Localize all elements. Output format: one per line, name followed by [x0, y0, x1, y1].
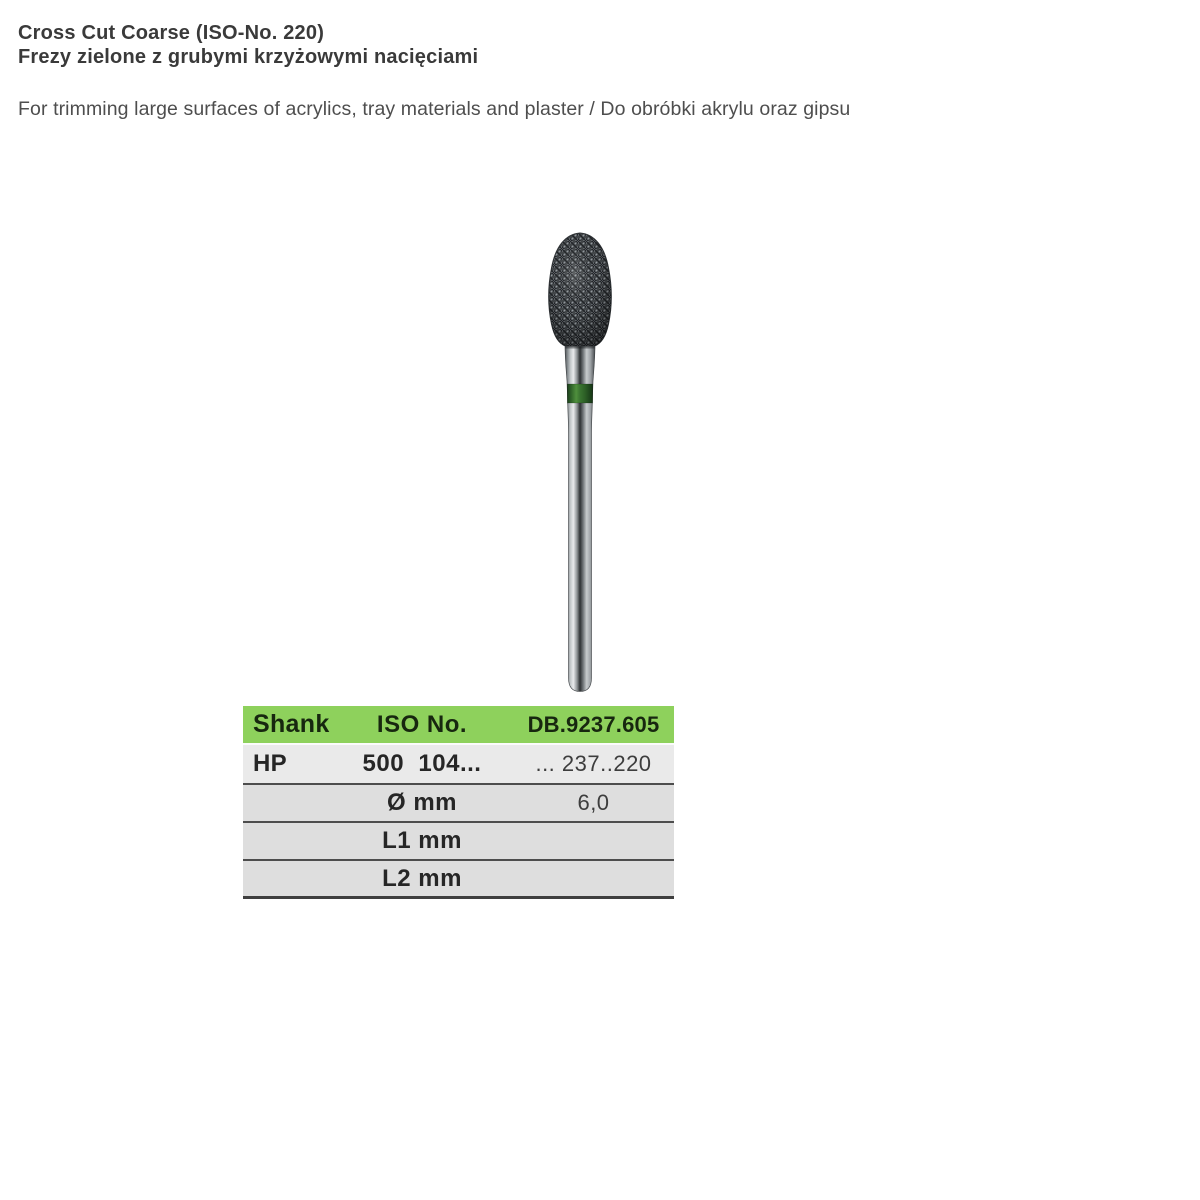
- bur-head-shading: [549, 233, 612, 346]
- diameter-label: Ø mm: [386, 789, 457, 816]
- l1-label: L1 mm: [382, 827, 462, 854]
- spec-table-header-row: [243, 706, 674, 745]
- diameter-value: 6,0: [577, 790, 610, 815]
- diameter-row: [243, 785, 674, 823]
- header-product-code: DB.9237.605: [527, 711, 660, 737]
- l2-row: [243, 861, 674, 899]
- iso-code-suffix-value: ... 237..220: [535, 751, 652, 776]
- l1-row: [243, 823, 674, 861]
- product-title-pl: Frezy zielone z grubymi krzyżowymi nacięciami: [18, 46, 479, 68]
- product-title-en: Cross Cut Coarse (ISO-No. 220): [18, 22, 325, 44]
- shank-row: [243, 745, 674, 785]
- header-shank-label: Shank: [253, 710, 330, 738]
- bur-illustration: [530, 225, 630, 705]
- bur-product-image: [530, 225, 630, 705]
- iso-number-value: 500 104...: [362, 750, 482, 777]
- bur-green-ring: [567, 384, 592, 403]
- product-description: For trimming large surfaces of acrylics, tray materials and plaster / Do obróbki akrylu oraz gipsu: [18, 98, 851, 120]
- product-title-block: [18, 21, 478, 69]
- shank-type-value: HP: [253, 750, 287, 777]
- header-iso-label: ISO No.: [376, 710, 468, 738]
- spec-table: [243, 706, 674, 899]
- l2-label: L2 mm: [382, 864, 462, 892]
